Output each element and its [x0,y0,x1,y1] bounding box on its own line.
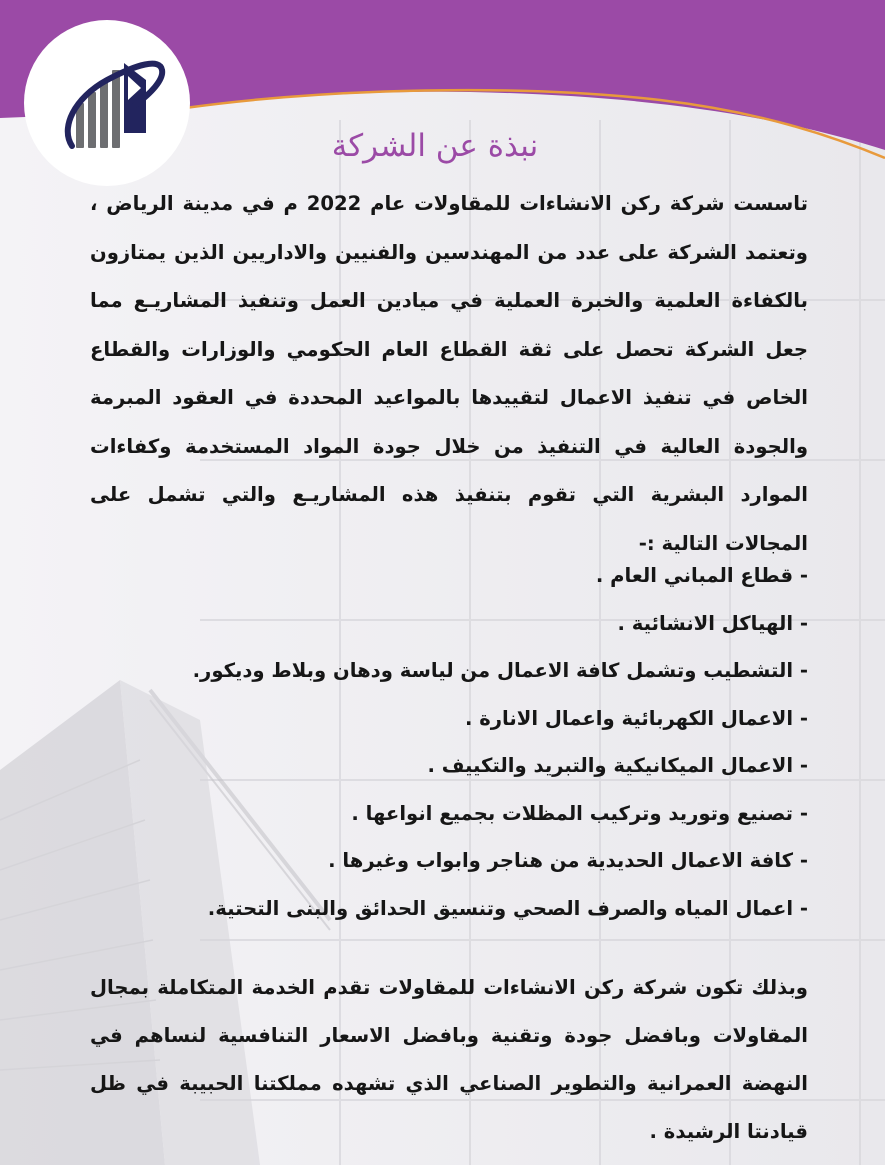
list-item: - التشطيب وتشمل كافة الاعمال من لياسة ودهان وبلاط وديكور. [192,659,808,682]
intro-paragraph: تاسست شركة ركن الانشاءات للمقاولات عام 2022 م في مدينة الرياض ، وتعتمد الشركة على عدد من المهندسين والفنيين والاداريين الذين يمتازون بالكفاءة العلمية والخبرة العملية في ميادين العمل وتنفيذ المشاريـع مما جعل الشركة تحصل على ثقة القطاع العام الحكومي والوزارات والقطاع الخاص في تنفيذ الاعمال لتقييدها بالمواعيد المحددة في العقود المبرمة والجودة العالية في التنفيذ من خلال جودة المواد المستخدمة وكفاءات الموارد البشرية التي تقوم بتنفيذ هذه المشاريـع والتي تشمل على المجالات التالية :- [90,192,809,555]
list-item: - قطاع المباني العام . [595,564,808,587]
logo-badge [22,18,192,188]
list-item: - اعمال المياه والصرف الصحي وتنسيق الحدائق والبنى التحتية. [207,896,808,920]
list-item: - الاعمال الميكانيكية والتبريد والتكييف . [427,754,808,777]
page-title: نبذة عن الشركة [331,128,539,164]
list-item: - تصنيع وتوريد وتركيب المظلات بجميع انواعها . [351,801,808,825]
company-logo-icon [22,18,192,188]
fields-list [88,552,808,932]
list-item: - الاعمال الكهربائية واعمال الانارة . [464,706,808,730]
closing-paragraph: وبذلك تكون شركة ركن الانشاءات للمقاولات تقدم الخدمة المتكاملة بمجال المقاولات وبافضل جودة وتقنية وبافضل الاسعار التنافسية لنساهم في النهضة العمرانية والتطوير الصناعي الذي تشهده مملكتنا الحبيبة في ظل قيادنتا الرشيدة . [90,976,808,1143]
list-item: - كافة الاعمال الحديدية من هناجر وابواب وغيرها . [328,849,808,872]
list-item: - الهياكل الانشائية . [617,611,808,635]
